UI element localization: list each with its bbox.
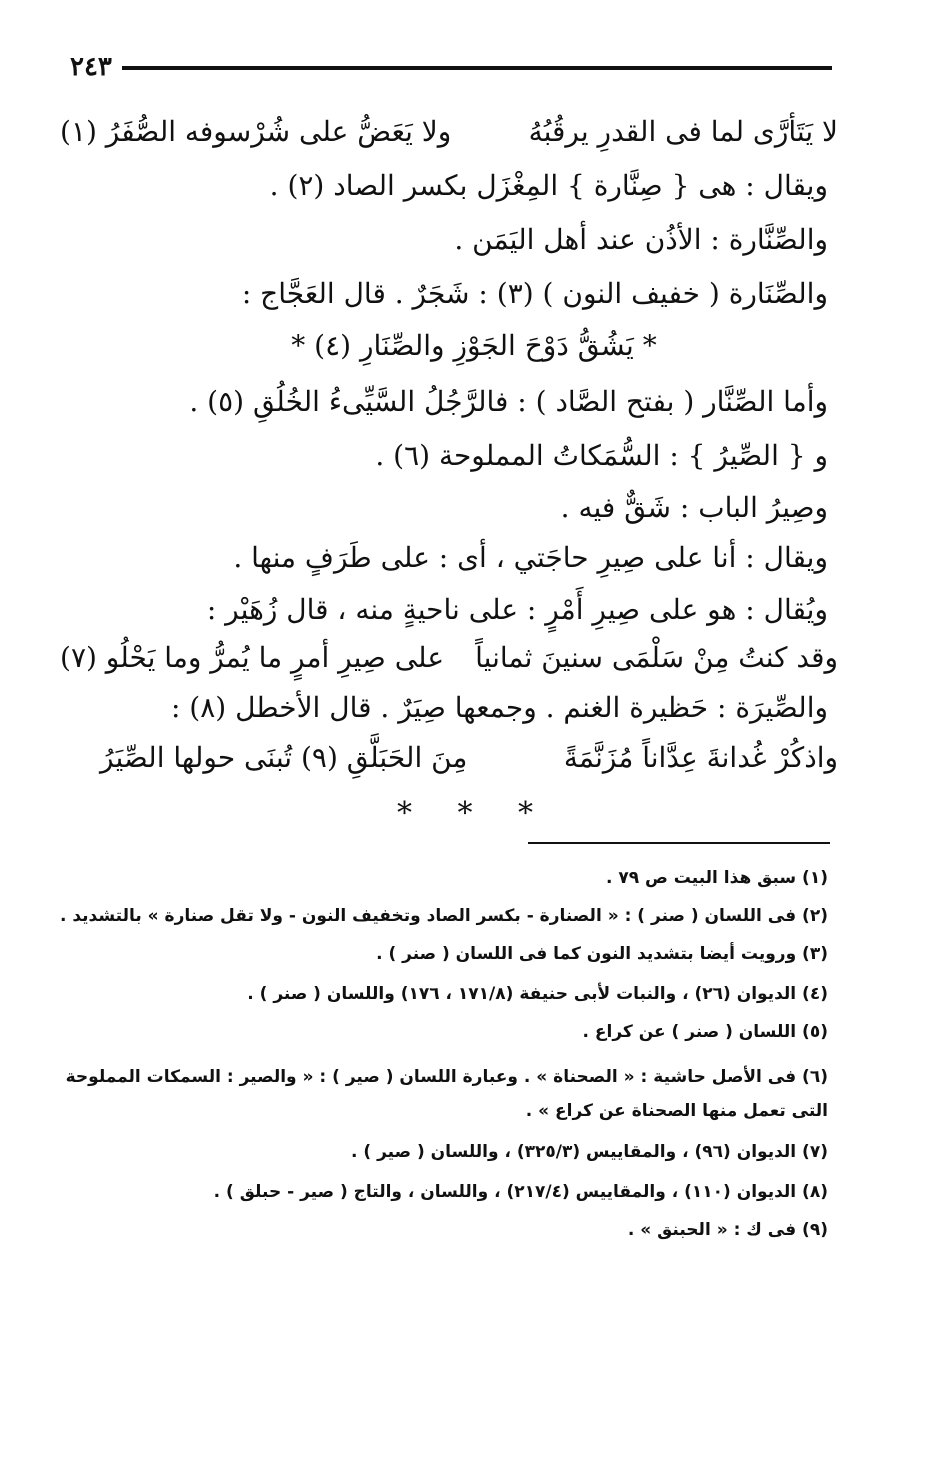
- text-line: والصِّيرَة : حَظيرة الغنم . وجمعها صِيَرٌ . قال الأخطل (٨) :: [170, 691, 828, 724]
- footnote-rule: [528, 842, 830, 844]
- text-line: و { الصِّيرُ } : السُّمَكاتُ المملوحة (٦) .: [375, 439, 828, 472]
- footnote: (٥) اللسان ( صنر ) عن كراع .: [582, 1022, 828, 1042]
- verse-hemistich-left: مِنَ الحَبَلَّقِ (٩) تُبنَى حولها الصِّيَرُ: [100, 741, 468, 774]
- text-line: ويُقال : هو على صِيرِ أَمْرٍ : على ناحيةٍ منه ، قال زُهَيْر :: [206, 593, 828, 626]
- text-line: وصِيرُ الباب : شَقٌّ فيه .: [560, 491, 828, 524]
- verse-hemistich-right: وقد كنتُ مِنْ سَلْمَى سنينَ ثمانياً: [475, 641, 838, 674]
- footnote: (٣) ورويت أيضا بتشديد النون كما فى اللسان ( صنر ) .: [376, 944, 828, 964]
- footnote: (٢) فى اللسان ( صنر ) : « الصنارة - بكسر الصاد وتخفيف النون - ولا تقل صنارة » بالتشديد .: [59, 906, 828, 926]
- section-separator-stars: * * *: [396, 796, 552, 831]
- rajaz-line: * يَشُقُّ دَوْحَ الجَوْزِ والصِّنَارِ (٤) *: [291, 329, 657, 362]
- verse-hemistich-right: لا يَتَأرَّى لما فى القدرِ يرقُبُهُ: [528, 115, 838, 148]
- text-line: والصِّنَّارة : الأذُن عند أهل اليَمَن .: [454, 223, 828, 256]
- page-header: [60, 52, 832, 82]
- text-line: ويقال : أنا على صِيرِ حاجَتي ، أى : على طَرَفٍ منها .: [233, 541, 828, 574]
- footnote: (٦) فى الأصل حاشية : « الصحناة » . وعبارة اللسان ( صير ) : « والصير : السمكات المملوحة التى تعمل منها الصحناة عن كراع » .: [65, 1067, 828, 1121]
- footnote: (١) سبق هذا البيت ص ٧٩ .: [605, 868, 828, 888]
- footnote: (٤) الديوان (٢٦) ، والنبات لأبى حنيفة (١٧١/٨ ، ١٧٦) واللسان ( صنر ) .: [247, 984, 828, 1004]
- header-rule: [122, 66, 832, 70]
- verse-hemistich-left: على صِيرِ أمرٍ ما يُمرُّ وما يَحْلُو (٧): [60, 641, 445, 674]
- footnote: (٨) الديوان (١١٠) ، والمقاييس (٢١٧/٤) ، واللسان ، والتاج ( صير - حبلق ) .: [213, 1182, 828, 1202]
- text-line: وأما الصِّنَّار ( بفتح الصَّاد ) : فالرَّجُلُ السَّيِّىءُ الخُلُقِ (٥) .: [189, 385, 828, 418]
- verse-hemistich-left: ولا يَعَضُّ على شُرْسوفه الصُّفَرُ (١): [60, 115, 452, 148]
- page-number: ٢٤٣: [70, 52, 112, 82]
- footnote: (٧) الديوان (٩٦) ، والمقاييس (٣٢٥/٣) ، واللسان ( صير ) .: [351, 1142, 828, 1162]
- verse-hemistich-right: واذكُرْ غُدانةَ عِدَّاناً مُزَنَّمَةً: [563, 741, 838, 774]
- text-line: والصِّنَارة ( خفيف النون ) (٣) : شَجَرٌ . قال العَجَّاج :: [241, 277, 828, 310]
- text-line: ويقال : هى { صِنَّارة } المِغْزَل بكسر الصاد (٢) .: [269, 169, 828, 202]
- footnote: (٩) فى ك : « الحبنق » .: [627, 1220, 828, 1240]
